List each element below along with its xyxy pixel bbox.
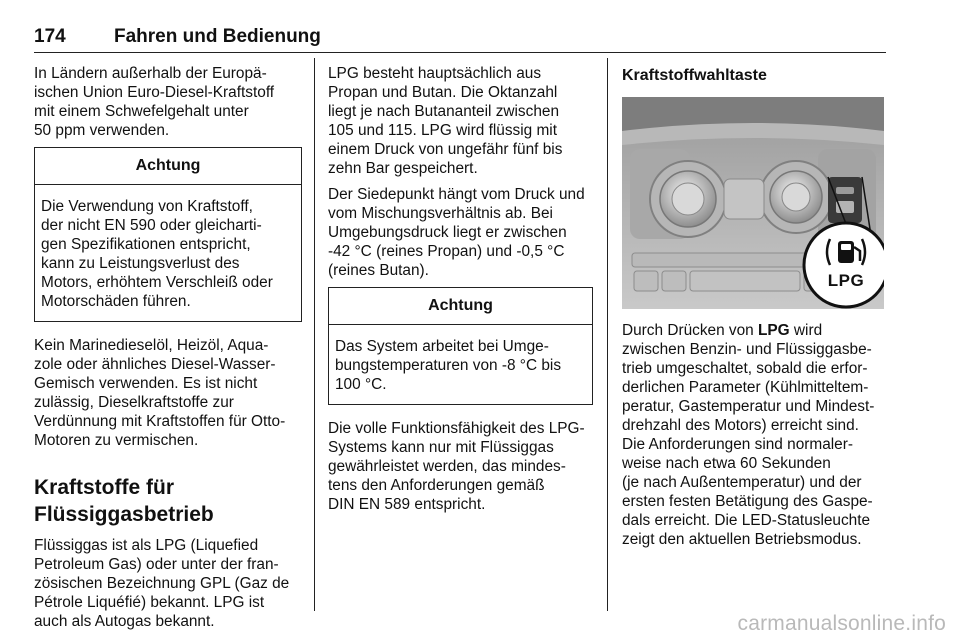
- column-3: [622, 64, 892, 556]
- page-number: 174: [34, 26, 66, 47]
- warning-box-diesel: [34, 147, 302, 322]
- watermark: carmanualsonline.info: [737, 612, 946, 635]
- column-1: [34, 64, 302, 638]
- lpg-inline-label: LPG: [758, 322, 790, 339]
- intro-paragraph: In Ländern außerhalb der Europä- ischen Union Euro-Diesel-Kraftstoff mit einem Schwefelgehalt unter 50 ppm verwenden.: [34, 65, 275, 139]
- header-rule: [34, 52, 886, 53]
- lpg-functionality-paragraph: Die volle Funktionsfähigkeit des LPG- Systems kann nur mit Flüssiggas gewährleistet werden, das mindes- tens den Anforderungen gemäß DIN EN 589 entspricht.: [328, 420, 585, 513]
- page-header: [34, 26, 886, 50]
- warning-text: Die Verwendung von Kraftstoff, der nicht EN 590 oder gleicharti- gen Spezifikationen entspricht, kann zu Leistungsverlust des Motors, erhöhtem Verschleiß oder Motorschäden führen.: [41, 198, 273, 310]
- boiling-point-paragraph: Der Siedepunkt hängt vom Druck und vom Mischungsverhältnis ab. Bei Umgebungsdruck liegt er zwischen -42 °C (reines Propan) und -0,5 °C (reines Butan).: [328, 186, 585, 279]
- warning-box-temperature: [328, 287, 593, 405]
- column-divider-1: [314, 58, 315, 611]
- lpg-button-label: LPG: [827, 271, 865, 290]
- running-title: Fahren und Bedienung: [114, 26, 321, 47]
- marine-diesel-paragraph: Kein Marinedieselöl, Heizöl, Aqua- zole oder ähnliches Diesel-Wasser- Gemisch verwenden. Es ist nicht zulässig, Dieselkraftstoffe zur Verdünnung mit Kraftstoffen für Otto- Motoren zu vermischen.: [34, 337, 286, 449]
- lpg-composition-paragraph: LPG besteht hauptsächlich aus Propan und Butan. Die Oktanzahl liegt je nach Butananteil zwischen 105 und 115. LPG wird flüssig mit einem Druck von ungefähr fünf bis zehn Bar gespeichert.: [328, 65, 563, 177]
- section-heading-fuel-selector: Kraftstoffwahltaste: [622, 67, 767, 84]
- warning-title: Achtung: [35, 148, 301, 185]
- warning-title: Achtung: [329, 288, 592, 325]
- warning-text: Das System arbeitet bei Umge- bungstemperaturen von -8 °C bis 100 °C.: [335, 338, 562, 393]
- column-2: [328, 64, 593, 521]
- lpg-definition-paragraph: Flüssiggas ist als LPG (Liquefied Petroleum Gas) oder unter der fran- zösischen Bezeichnung GPL (Gaz de Pétrole Liquéfié) bekannt. LPG ist auch als Autogas bekannt.: [34, 537, 290, 630]
- fuel-selector-illustration: [622, 97, 884, 309]
- fuel-selector-description: Durch Drücken von LPG wird zwischen Benzin- und Flüssiggasbe- trieb umgeschaltet, sobald die erfor- derlichen Parameter (Kühlmitteltem- peratur, Gastemperatur und Mindest- drehzahl des Motors) erreicht sind. Die Anforderungen sind normaler- weise nach etwa 60 Sekunden (je nach Außentemperatur) und der ersten festen Betätigung des Gaspe- dals erreicht. Die LED-Statusleuchte zeigt den aktuellen Betriebsmodus.: [622, 322, 875, 548]
- column-divider-2: [607, 58, 608, 611]
- section-heading-lpg-fuels: Kraftstoffe für Flüssiggasbetrieb: [34, 476, 214, 526]
